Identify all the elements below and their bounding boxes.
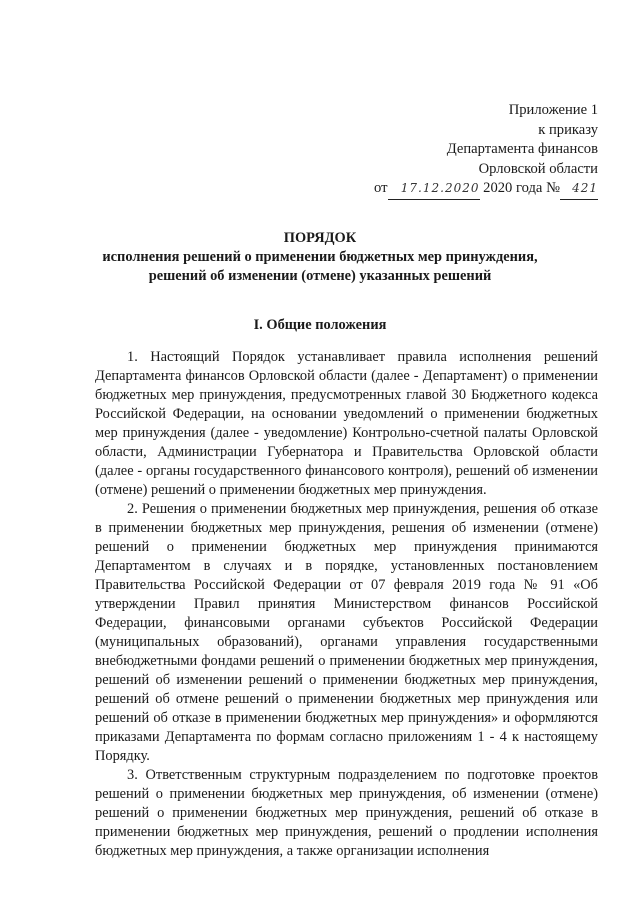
handwritten-number-text: 421 xyxy=(572,181,598,195)
paragraph-3: 3. Ответственным структурным подразделением по подготовке проектов решений о применении бюджетных мер принуждения, об изменении (отмене) решений о применении бюджетных мер принуждения, решений об отказе в применении бюджетных мер принуждения, решений о продлении исполнения бюджетных мер принуждения, а также организации исполнения xyxy=(95,767,598,859)
number-sign: № xyxy=(546,180,560,196)
order-date-line xyxy=(374,179,598,200)
appendix-label: Приложение 1 xyxy=(508,102,598,118)
region-name: Орловской области xyxy=(478,160,598,177)
appendix-header xyxy=(374,101,598,200)
handwritten-date-text: 17.12.2020 xyxy=(400,181,480,195)
document-body xyxy=(95,348,598,861)
title-line-1: исполнения решений о применении бюджетных мер принуждения, xyxy=(102,249,538,265)
handwritten-date xyxy=(388,179,480,200)
document-title xyxy=(0,229,640,286)
year-text: 2020 года xyxy=(483,180,543,196)
title-line-2: решений об изменении (отмене) указанных решений xyxy=(148,268,492,284)
from-prefix: от xyxy=(374,180,388,196)
paragraph-1: 1. Настоящий Порядок устанавливает правила исполнения решений Департамента финансов Орловской области (далее - Департамент) о применении бюджетных мер принуждения, предусмотренных главой 30 Бюджетного кодекса Российской Федерации, на основании уведомлений о применении бюджетных мер принуждения (далее - уведомление) Контрольно-счетной палаты Орловской области, Администрации Губернатора и Правительства Орловской области (далее - органы государственного финансового контроля), решений об изменении (отмене) решений о применении бюджетных мер принуждения. xyxy=(95,349,598,498)
department-name: Департамента финансов xyxy=(446,141,598,157)
paragraph-2: 2. Решения о применении бюджетных мер принуждения, решения об отказе в применении бюджетных мер принуждения, решения об изменении (отмене) решений о применении бюджетных мер принуждения принимаются Департаментом в случаях и в порядке, установленных постановлением Правительства Российской Федерации от 07 февраля 2019 года № 91 «Об утверждении Правил принятия Министерством финансов Российской Федерации, финансовыми органами субъектов Российской Федерации (муниципальных образований), органами управления государственными внебюджетными фондами решений о применении бюджетных мер принуждения, решений об изменении решений о применении бюджетных мер принуждения, решений об отмене решений о применении бюджетных мер принуждения или решений об отказе в применении бюджетных мер принуждения» и оформляются приказами Департамента по формам согласно приложениям 1 - 4 к настоящему Порядку. xyxy=(95,501,598,764)
order-reference: к приказу xyxy=(538,121,598,138)
handwritten-number xyxy=(560,179,598,200)
title-main: ПОРЯДОК xyxy=(283,230,357,246)
section-heading: I. Общие положения xyxy=(253,317,387,333)
